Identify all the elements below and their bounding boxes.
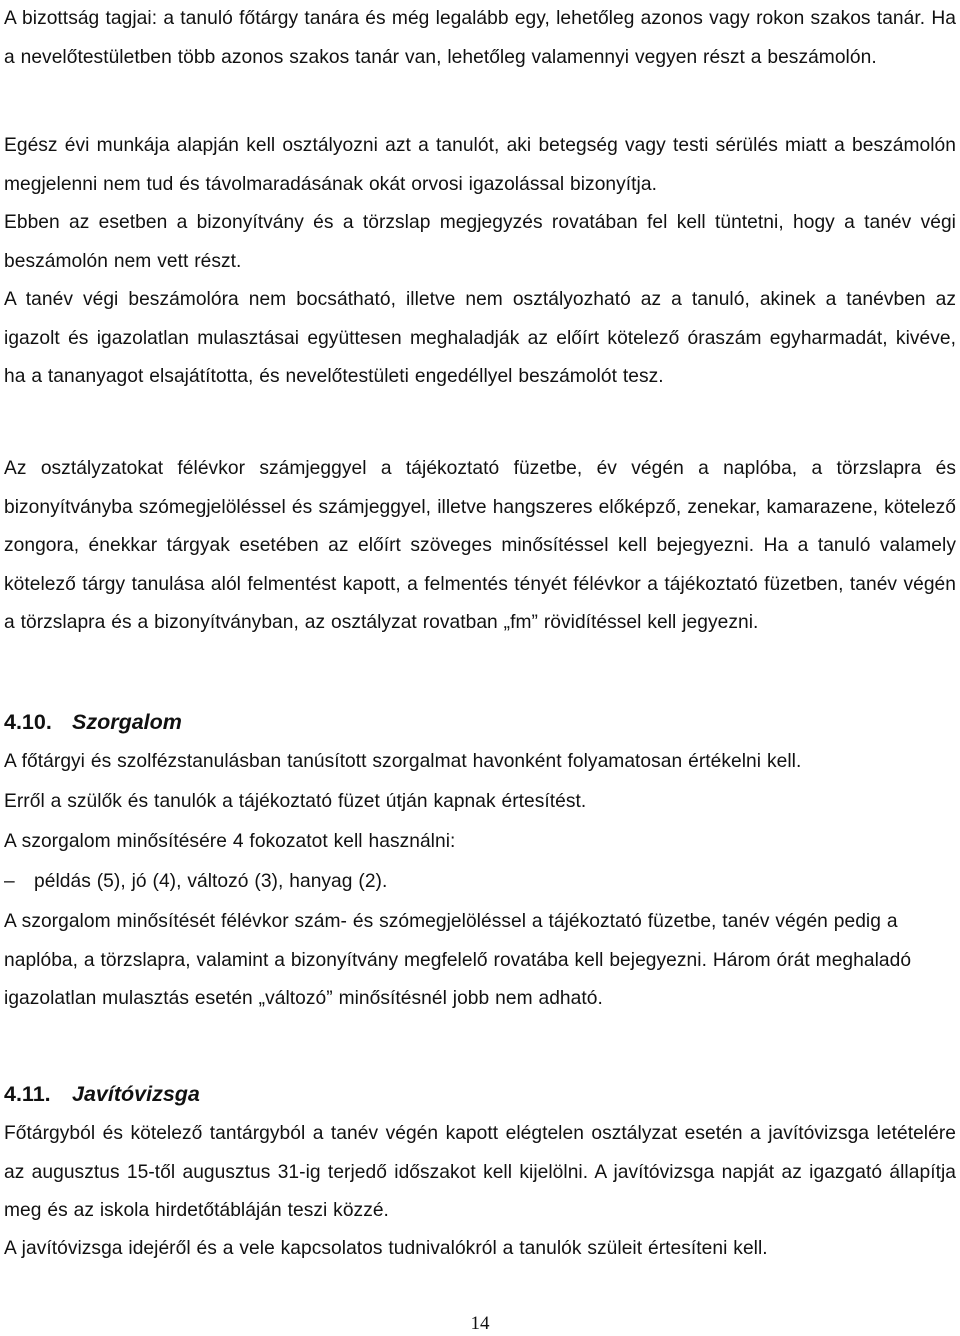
page-number: 14 (470, 1313, 490, 1334)
list-dash: – (4, 871, 15, 892)
paragraph-diligence-evaluation: A főtárgyi és szolfézstanulásban tanúsított szorgalmat havonként folyamatosan értékelni kell. (4, 751, 802, 772)
section-title: Szorgalom (72, 710, 182, 734)
paragraph-resit-notification: A javítóvizsga idejéről és a vele kapcsolatos tudnivalókról a tanulók szüleit értesíteni kell. (4, 1238, 768, 1259)
paragraph-diligence-levels-intro: A szorgalom minősítésére 4 fokozatot kell használni: (4, 831, 456, 852)
paragraph-grade-recording: Az osztályzatokat félévkor számjeggyel a tájékoztató füzetbe, év végén a naplóba, a törzslapra és bizonyítványba szómegjelöléssel és számjeggyel, illetve hangszeres előképző, zenekar, kamarazene, kötelező zongora, énekkar tárgyak esetében az előírt szöveges minősítéssel kell bejegyezni. Ha a tanuló valamely kötelező tárgy tanulása alól felmentést kapott, a felmentés tényét félévkor a tájékoztató füzetben, tanév végén a törzslapra és a bizonyítványban, az osztályzat rovatban „fm” rövidítéssel kell jegyezni. (4, 458, 956, 633)
paragraph-illness-grading: Egész évi munkája alapján kell osztályozni azt a tanulót, aki betegség vagy testi sérülés miatt a beszámolón megjelenni nem tud és távolmaradásának okát orvosi igazolással bizonyítja. (4, 135, 956, 195)
section-number: 4.11. (4, 1082, 51, 1106)
list-item-diligence-levels (4, 863, 387, 902)
paragraph-absence-rule: A tanév végi beszámolóra nem bocsátható, illetve nem osztályozható az a tanuló, akinek a tanévben az igazolt és igazolatlan mulasztásai együttesen meghaladják az előírt kötelező óraszám egyharmadát, kivéve, ha a tananyagot elsajátította, és nevelőtestületi engedéllyel beszámolót tesz. (4, 289, 956, 387)
section-heading-diligence (4, 703, 182, 741)
section-number: 4.10. (4, 710, 52, 734)
paragraph-committee-members: A bizottság tagjai: a tanuló főtárgy tanára és még legalább egy, lehetőleg azonos vagy rokon szakos tanár. Ha a nevelőtestületben több azonos szakos tanár van, lehetőleg valamennyi vegyen részt a beszámolón. (4, 8, 956, 68)
paragraph-diligence-recording: A szorgalom minősítését félévkor szám- és szómegjelöléssel a tájékoztató füzetbe, tanév végén pedig a naplóba, a törzslapra, valamint a bizonyítvány megfelelő rovatába kell bejegyezni. Három órát meghaladó igazolatlan mulasztás esetén „változó” minősítésnél jobb nem adható. (4, 911, 912, 1009)
section-heading-resit-exam (4, 1075, 200, 1113)
paragraph-remarks-note: Ebben az esetben a bizonyítvány és a törzslap megjegyzés rovatában fel kell tüntetni, hogy a tanév végi beszámolón nem vett részt. (4, 212, 956, 272)
list-item-text: példás (5), jó (4), változó (3), hanyag (2). (34, 871, 388, 892)
paragraph-resit-schedule: Főtárgyból és kötelező tantárgyból a tanév végén kapott elégtelen osztályzat esetén a javítóvizsga letételére az augusztus 15-től augusztus 31-ig terjedő időszakot kell kijelölni. A javítóvizsga napját az igazgató állapítja meg és az iskola hirdetőtábláján teszi közzé. (4, 1123, 956, 1221)
section-title: Javítóvizsga (72, 1082, 200, 1106)
paragraph-diligence-notification: Erről a szülők és tanulók a tájékoztató füzet útján kapnak értesítést. (4, 791, 587, 812)
